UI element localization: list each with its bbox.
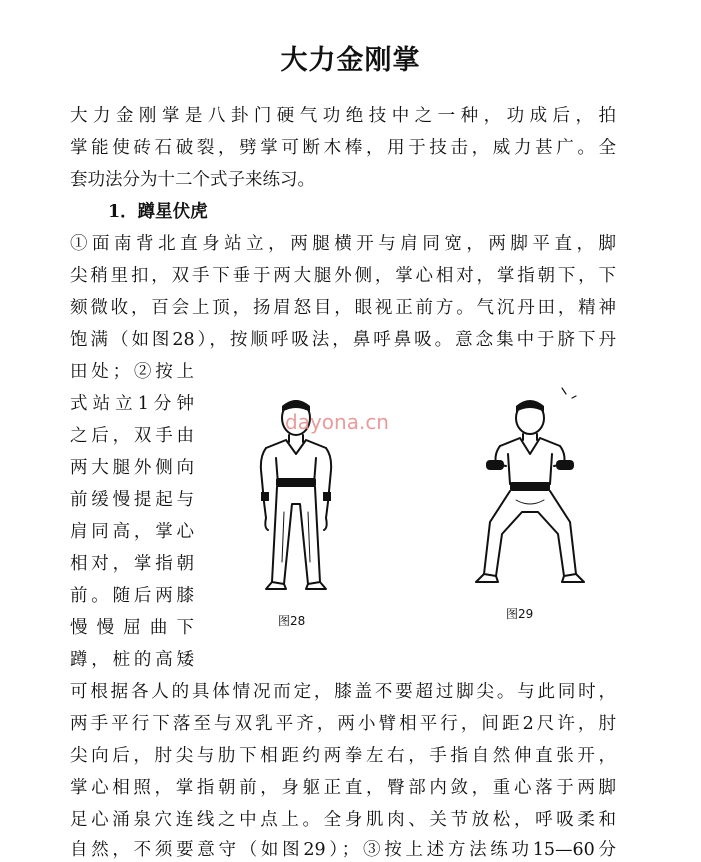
- body-line: 足心涌泉穴连线之中点上。全身肌肉、关节放松，呼吸柔和: [70, 810, 616, 830]
- section-heading: 1．蹲星伏虎: [108, 202, 208, 222]
- body-line-narrow: 慢慢屈曲下: [70, 618, 194, 638]
- body-line-narrow: 前。随后两膝: [70, 586, 194, 606]
- body-line: 掌心相照，掌指朝前，身躯正直，臀部内敛，重心落于两脚: [70, 778, 616, 798]
- body-line: 两手平行下落至与双乳平齐，两小臂相平行，间距2尺许，肘: [70, 714, 616, 734]
- body-line-narrow: 蹲，桩的高矮: [70, 650, 194, 670]
- body-line-narrow: 相对，掌指朝: [70, 554, 194, 574]
- body-line: 颏微收，百会上顶，扬眉怒目，眼视正前方。气沉丹田，精神: [70, 298, 616, 318]
- figure-caption: 图28: [278, 614, 306, 628]
- page-title: 大力金刚掌: [280, 45, 421, 76]
- body-line-narrow: 之后，双手由: [70, 426, 194, 446]
- body-line: 尖稍里扣，双手下垂于两大腿外侧，掌心相对，掌指朝下，下: [70, 266, 616, 286]
- body-line-narrow: 肩同高，掌心: [70, 522, 194, 542]
- body-line: ①面南背北直身站立，两腿横开与肩同宽，两脚平直，脚: [70, 234, 616, 254]
- intro-line: 大力金刚掌是八卦门硬气功绝技中之一种，功成后，拍: [70, 106, 616, 126]
- body-line-narrow: 前缓慢提起与: [70, 490, 194, 510]
- body-line: 饱满（如图28），按顺呼吸法，鼻呼鼻吸。意念集中于脐下丹: [70, 330, 616, 350]
- body-line: 尖向后，肘尖与肋下相距约两拳左右，手指自然伸直张开，: [70, 746, 616, 766]
- body-line-narrow: 两大腿外侧向: [70, 458, 194, 478]
- figure-caption: 图29: [506, 607, 534, 621]
- intro-line: 套功法分为十二个式子来练习。: [70, 170, 315, 190]
- body-line-narrow: 田处；②按上: [70, 362, 194, 382]
- body-line: 自然，不须要意守（如图29）；③按上述方法练功15—60分: [70, 840, 616, 860]
- body-line-narrow: 式站立1分钟: [70, 394, 194, 414]
- body-line: 可根据各人的具体情况而定，膝盖不要超过脚尖。与此同时，: [70, 682, 616, 702]
- figure-horse-stance-illustration: [466, 384, 606, 594]
- watermark: dayona.cn: [285, 410, 389, 434]
- intro-line: 掌能使砖石破裂，劈掌可断木棒，用于技击，威力甚广。全: [70, 138, 616, 158]
